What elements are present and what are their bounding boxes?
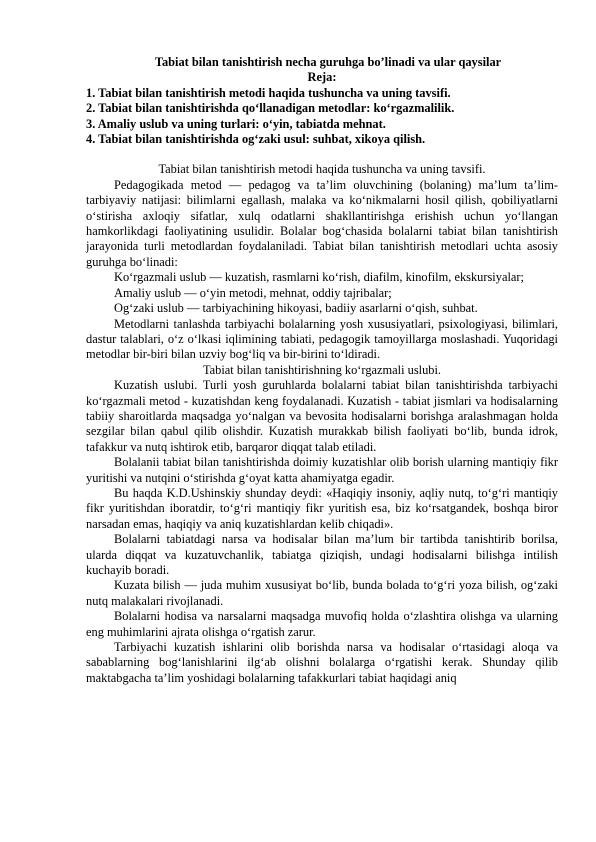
spacer: [86, 147, 558, 162]
plan-heading: Reja:: [307, 70, 337, 85]
paragraph: Bu haqda K.D.Ushinskiy shunday deydi: «Haqiqiy insoniy, aqliy nutq, to‘g‘ri mantiqiy fikr yuritishdan iboratdir, to‘g‘ri mantiqiy fikr yuritish esa, biz ko‘rsatgandek, boshqa biror narsadan emas, haqiqiy va aniq kuzatishlardan kelib chiqadi».: [86, 485, 558, 531]
document-title: Tabiat bilan tanishtirish necha guruhga bo’linadi va ular qaysilar: [154, 55, 502, 69]
paragraph: Pedagogikada metod — pedagog va ta’lim oluvchining (bolaning) ma’lum ta’lim-tarbiyaviy natijasi: bilimlarni egallash, malaka va ko‘nikmalarni hosil qilish, qobiliyatlarni o‘stirisha axloqiy sifatlar, xulq odatlarni shakllantirishga erishish uchun yo‘llangan hamkorlikdagi faoliyatining usulidir. Bolalar bog‘chasida bolalarni tabiat bilan tanishtirish jarayonida turli metodlardan foydalaniladi. Tabiat bilan tanishtirish metodlari uchta asosiy guruhga bo‘linadi:: [86, 177, 558, 269]
section-heading: Tabiat bilan tanishtirish metodi haqida tushuncha va uning tavsifi.: [158, 162, 486, 177]
plan-item: 4. Tabiat bilan tanishtirishda og‘zaki usul: suhbat, xikoya qilish.: [86, 132, 426, 147]
section-heading: Tabiat bilan tanishtirishning ko‘rgazmali uslubi.: [202, 362, 442, 377]
paragraph: Bolalanii tabiat bilan tanishtirishda doimiy kuzatishlar olib borish ularning mantiqiy fikr yuritishi va nutqini o‘stirishda g‘oyat katta ahamiyatga egadir.: [86, 455, 558, 485]
paragraph: Kuzata bilish — juda muhim xususiyat bo‘lib, bunda bolada to‘g‘ri yoza bilish, og‘zaki nutq malakalari rivojlanadi.: [86, 578, 558, 608]
paragraph: Kuzatish uslubi. Turli yosh guruhlarda bolalarni tabiat bilan tanishtirishda tarbiyachi ko‘rgazmali metod - kuzatishdan keng foydalanadi. Kuzatish - tabiat jismlari va hodisalarning tabiiy sharoitlarda maqsadga yo‘nalgan va bevosita hodisalarni borishga aralashmagan holda sezgilar bilan qabul qilib olishdir. Kuzatish murakkab bilish faoliyati bo‘lib, bunda idrok, tafakkur va nutq ishtirok etib, barqaror diqqat talab etiladi.: [86, 378, 558, 454]
document-page: [86, 55, 558, 686]
paragraph: Og‘zaki uslub — tarbiyachining hikoyasi, badiiy asarlarni o‘qish, suhbat.: [114, 301, 478, 316]
plan-item: 2. Tabiat bilan tanishtirishda qo‘llanadigan metodlar: ko‘rgazmalilik.: [86, 101, 455, 116]
plan-item: 3. Amaliy uslub va uning turlari: o‘yin, tabiatda mehnat.: [86, 116, 386, 131]
paragraph: Amaliy uslub — o‘yin metodi, mehnat, oddiy tajribalar;: [114, 285, 392, 300]
paragraph: Ko‘rgazmali uslub — kuzatish, rasmlarni ko‘rish, diafilm, kinofilm, ekskursiyalar;: [114, 270, 524, 285]
paragraph: Metodlarni tanlashda tarbiyachi bolalarning yosh xususiyatlari, psixologiyasi, bilimlari, dastur talablari, o‘z o‘lkasi iqlimining tabiati, pedagogik tamoyillarga moslashadi. Yuqoridagi metodlar bir-biri bilan uzviy bog‘liq va bir-birini to‘ldiradi.: [86, 316, 558, 362]
paragraph: Bolalarni hodisa va narsalarni maqsadga muvofiq holda o‘zlashtira olishga va ularning eng muhimlarini ajrata olishga o‘rgatish zarur.: [86, 609, 558, 639]
plan-item: 1. Tabiat bilan tanishtirish metodi haqida tushuncha va uning tavsifi.: [86, 85, 451, 100]
plan-list: [86, 86, 558, 148]
paragraph: Tarbiyachi kuzatish ishlarini olib borishda narsa va hodisalar o‘rtasidagi aloqa va sabablarning bog‘lanishlarini ilg‘ab olishni bolalarga o‘rgatishi kerak. Shunday qilib maktabgacha ta’lim yoshidagi bolalarning tafakkurlari tabiat haqidagi aniq: [86, 640, 558, 685]
paragraph: Bolalarni tabiatdagi narsa va hodisalar bilan ma’lum bir tartibda tanishtirib borilsa, ularda diqqat va kuzatuvchanlik, tabiatga qiziqish, undagi hodisalarni bilishga intilish kuchayib boradi.: [86, 532, 558, 577]
